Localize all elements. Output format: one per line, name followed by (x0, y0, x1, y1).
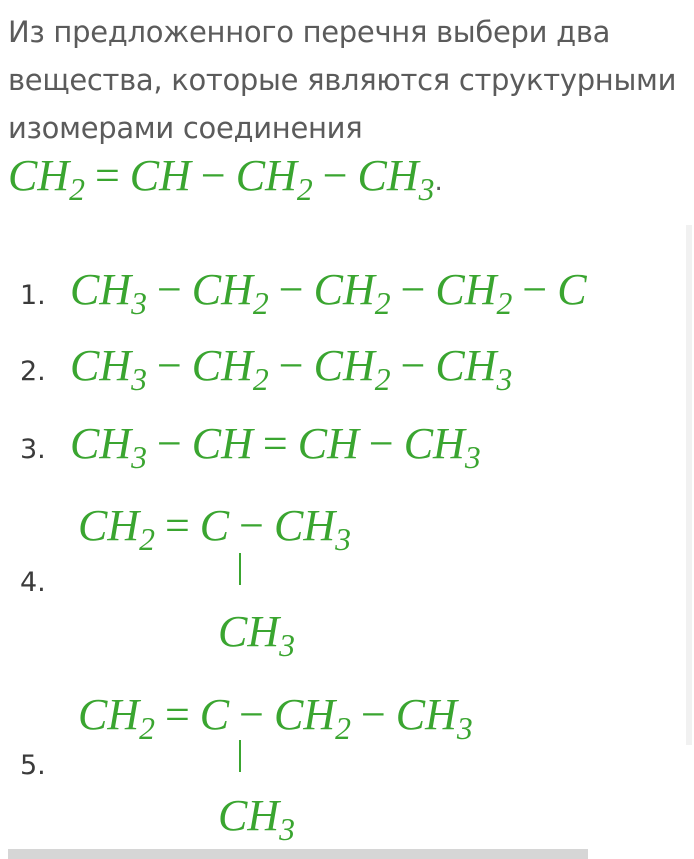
option-1-formula: $CH_3 - CH_2 - CH_2 - CH_2 - C$ (70, 265, 587, 322)
option-4-branch: $CH_3$ (218, 607, 295, 664)
option-1-number: 1. (20, 280, 46, 311)
formula-period: . (434, 167, 443, 197)
option-2-formula: $CH_3 - CH_2 - CH_2 - CH_3$ (70, 341, 513, 398)
option-1-clip (0, 262, 663, 322)
option-4-number: 4. (20, 567, 46, 598)
right-edge-shadow (686, 225, 692, 745)
option-5-branch-bond (239, 740, 241, 772)
option-5-formula: $CH_2 = C - CH_2 - CH_3$ (78, 690, 473, 747)
option-3-number: 3. (20, 434, 46, 465)
option-5-branch: $CH_3$ (218, 791, 295, 848)
bottom-divider (8, 849, 588, 859)
option-5-number: 5. (20, 750, 46, 781)
option-4-branch-bond (239, 553, 241, 585)
main-formula: $CH_2$ = CH − $CH_2 - CH_3$. (8, 151, 443, 208)
option-2-number: 2. (20, 356, 46, 387)
option-4-formula: $CH_2 = C - CH_3$ (78, 501, 351, 558)
option-3-formula: $CH_3$ − CH = CH − $CH_3$ (70, 419, 481, 476)
question-text: Из предложенного перечня выбери два вещества, которые являются структурными изомерами соединения (8, 15, 677, 145)
